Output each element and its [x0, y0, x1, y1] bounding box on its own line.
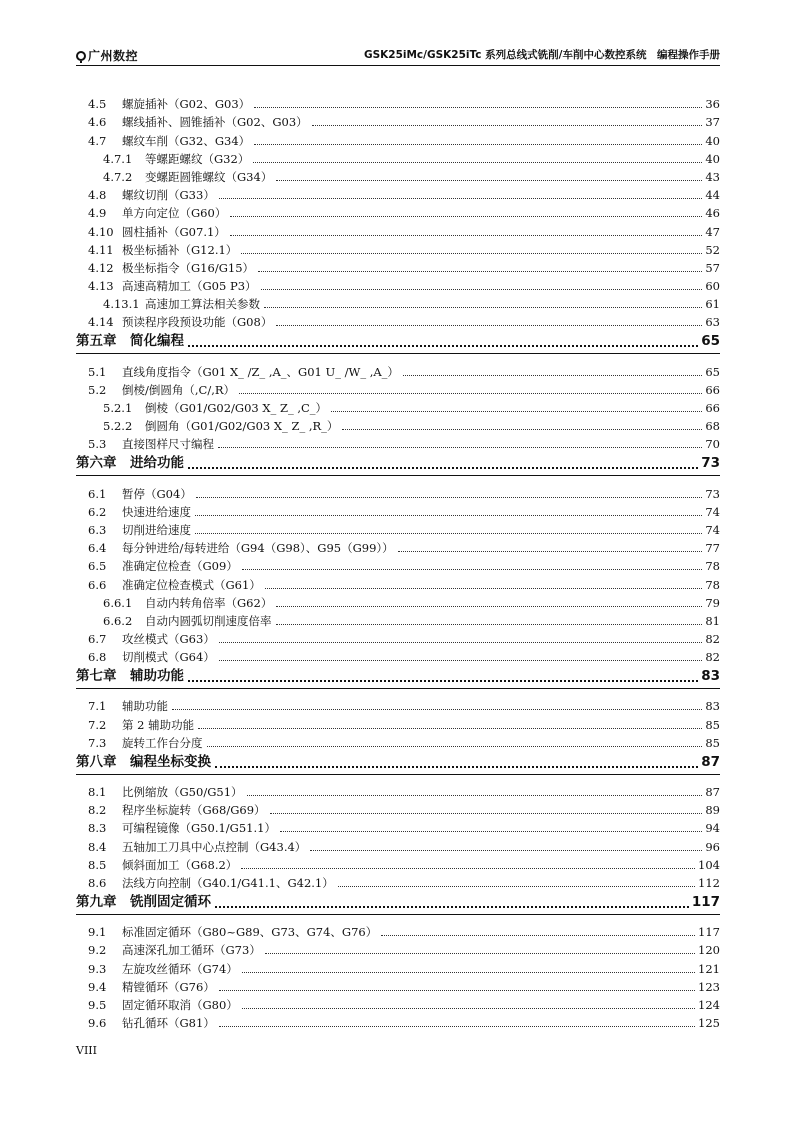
toc-section-entry[interactable]	[76, 695, 720, 713]
dot-leader	[241, 253, 702, 254]
toc-section-entry[interactable]	[76, 239, 720, 257]
toc-entry-title: 预读程序段预设功能（G08）	[122, 315, 273, 330]
toc-entry-number: 9.5	[88, 997, 107, 1012]
toc-page-number: 43	[705, 169, 720, 184]
dot-leader	[219, 1026, 695, 1027]
toc-entry-number: 8.2	[88, 803, 107, 818]
dot-leader	[342, 429, 702, 430]
toc-entry-number: 6.2	[88, 504, 107, 519]
toc-entry-title: 第 2 辅助功能	[122, 717, 195, 732]
toc-entry-title: 倒棱/倒圆角（,C/,R）	[122, 382, 236, 397]
toc-entry-number: 9.2	[88, 943, 107, 958]
toc-section-entry[interactable]	[76, 854, 720, 872]
toc-entry-number: 5.2	[88, 382, 107, 397]
manual-title: GSK25iMc/GSK25iTc 系列总线式铣削/车削中心数控系统 编程操作手册	[363, 49, 720, 61]
logo-text: 广州数控	[88, 49, 139, 63]
toc-chapter-title: 第九章 铣削固定循环	[76, 893, 211, 910]
toc-page-number: 47	[705, 224, 720, 239]
dot-leader	[188, 467, 698, 469]
toc-chapter-entry[interactable]	[76, 329, 720, 354]
dot-leader	[261, 289, 703, 290]
toc-entry-number: 4.6	[88, 115, 107, 130]
toc-page-number: 61	[705, 297, 720, 312]
toc-entry-number: 6.8	[88, 650, 107, 665]
toc-entry-number: 5.2.2	[103, 419, 133, 434]
dot-leader	[219, 990, 695, 991]
toc-section-entry[interactable]	[76, 311, 720, 329]
toc-entry-number: 7.2	[88, 717, 107, 732]
toc-entry-number: 5.3	[88, 437, 107, 452]
toc-entry-title: 每分钟进给/每转进给（G94（G98）、G95（G99））	[122, 541, 394, 556]
toc-section-entry[interactable]	[76, 573, 720, 591]
toc-chapter-title: 第六章 进给功能	[76, 455, 184, 472]
toc-entry-title: 螺旋插补（G02、G03）	[122, 97, 251, 112]
dot-leader	[276, 606, 702, 607]
company-logo	[76, 47, 138, 64]
toc-entry-number: 8.4	[88, 839, 107, 854]
toc-subsection-entry[interactable]	[76, 148, 720, 166]
toc-entry-title: 准确定位检查（G09）	[122, 559, 238, 574]
toc-section-entry[interactable]	[76, 537, 720, 555]
toc-section-entry[interactable]	[76, 111, 720, 129]
toc-entry-title: 暂停（G04）	[122, 486, 192, 501]
toc-entry-title: 螺线插补、圆锥插补（G02、G03）	[122, 115, 308, 130]
toc-page-number: 40	[705, 133, 720, 148]
toc-entry-number: 6.6.2	[103, 613, 133, 628]
toc-entry-title: 准确定位检查模式（G61）	[122, 577, 261, 592]
toc-page-number: 66	[705, 401, 720, 415]
toc-page-number: 104	[698, 857, 720, 872]
toc-section-entry[interactable]	[76, 184, 720, 202]
toc-section-entry[interactable]	[76, 994, 720, 1012]
toc-entry-number: 6.6	[88, 577, 107, 592]
toc-page-number: 94	[705, 821, 720, 836]
toc-page-number: 85	[705, 717, 720, 732]
toc-entry-number: 8.1	[88, 785, 107, 799]
toc-section-entry[interactable]	[76, 732, 720, 750]
toc-page-number: 83	[701, 668, 720, 685]
dot-leader	[188, 345, 698, 347]
toc-entry-title: 高速高精加工（G05 P3）	[122, 279, 257, 294]
dot-leader	[276, 325, 702, 326]
dot-leader	[196, 497, 703, 498]
toc-entry-number: 9.4	[88, 979, 107, 994]
table-of-contents	[76, 93, 720, 1030]
toc-subsection-entry[interactable]	[76, 166, 720, 184]
header-divider	[76, 65, 720, 66]
toc-section-entry[interactable]	[76, 939, 720, 957]
dot-leader	[265, 588, 703, 589]
dot-leader	[215, 906, 689, 908]
toc-entry-title: 固定循环取消（G80）	[122, 997, 238, 1012]
toc-entry-number: 5.1	[88, 364, 107, 379]
toc-section-entry[interactable]	[76, 817, 720, 835]
toc-entry-title: 自动内圆弧切削速度倍率	[145, 613, 272, 628]
toc-chapter-title: 第八章 编程坐标变换	[76, 753, 211, 770]
toc-entry-number: 8.3	[88, 821, 107, 836]
toc-page-number: 44	[705, 188, 720, 203]
toc-section-entry[interactable]	[76, 646, 720, 664]
toc-page-number: 37	[705, 115, 720, 130]
toc-entry-number: 4.10	[88, 224, 114, 239]
toc-entry-title: 精镗循环（G76）	[122, 979, 215, 994]
dot-leader	[241, 868, 695, 869]
toc-page-number: 63	[705, 315, 720, 330]
toc-entry-title: 可编程镜像（G50.1/G51.1）	[122, 821, 276, 836]
toc-page-number: 83	[705, 699, 720, 714]
dot-leader	[253, 162, 702, 163]
toc-section-entry[interactable]	[76, 501, 720, 519]
toc-section-entry[interactable]	[76, 799, 720, 817]
toc-entry-number: 8.6	[88, 875, 107, 890]
toc-entry-title: 倒圆角（G01/G02/G03 X_ Z_ ,R_）	[145, 419, 339, 434]
dot-leader	[172, 709, 702, 710]
toc-page-number: 65	[705, 364, 720, 379]
toc-entry-title: 五轴加工刀具中心点控制（G43.4）	[122, 839, 307, 854]
dot-leader	[239, 393, 702, 394]
dot-leader	[198, 728, 702, 729]
toc-entry-number: 6.3	[88, 522, 107, 537]
toc-section-entry[interactable]	[76, 482, 720, 500]
toc-page-number: 82	[705, 632, 720, 647]
toc-page-number: 124	[698, 997, 720, 1012]
gsk-logo-icon	[76, 51, 86, 61]
toc-entry-title: 切削模式（G64）	[122, 650, 215, 665]
dot-leader	[254, 144, 702, 145]
toc-page-number: 60	[705, 279, 720, 294]
toc-subsection-entry[interactable]	[76, 592, 720, 610]
toc-page-number: 78	[705, 559, 720, 574]
toc-section-entry[interactable]	[76, 957, 720, 975]
toc-entry-number: 9.3	[88, 961, 107, 976]
dot-leader	[207, 746, 703, 747]
toc-section-entry[interactable]	[76, 93, 720, 111]
dot-leader	[188, 680, 698, 682]
toc-page-number: 66	[705, 382, 720, 397]
toc-entry-title: 极坐标插补（G12.1）	[122, 242, 238, 257]
toc-entry-title: 极坐标指令（G16/G15）	[122, 260, 255, 275]
page-header	[76, 44, 720, 66]
dot-leader	[230, 216, 702, 217]
toc-entry-number: 7.1	[88, 699, 107, 714]
toc-section-entry[interactable]	[76, 433, 720, 451]
toc-entry-number: 9.1	[88, 925, 107, 940]
toc-entry-title: 等螺距螺纹（G32）	[145, 151, 250, 166]
toc-entry-title: 钻孔循环（G81）	[122, 1016, 215, 1031]
dot-leader	[230, 235, 703, 236]
toc-entry-title: 直线角度指令（G01 X_ /Z_ ,A_、G01 U_ /W_ ,A_）	[122, 364, 399, 379]
toc-page-number: 125	[698, 1016, 720, 1031]
toc-page-number: 73	[705, 486, 720, 501]
dot-leader	[218, 447, 702, 448]
toc-entry-title: 倾斜面加工（G68.2）	[122, 857, 238, 872]
toc-entry-number: 4.12	[88, 260, 114, 275]
toc-page-number: 96	[705, 839, 720, 854]
toc-chapter-title: 第七章 辅助功能	[76, 668, 184, 685]
toc-page-number: 77	[705, 541, 720, 556]
toc-subsection-entry[interactable]	[76, 293, 720, 311]
toc-entry-title: 法线方向控制（G40.1/G41.1、G42.1）	[122, 875, 334, 890]
toc-section-entry[interactable]	[76, 781, 720, 799]
dot-leader	[242, 1008, 695, 1009]
toc-entry-title: 高速深孔加工循环（G73）	[122, 943, 261, 958]
dot-leader	[264, 307, 702, 308]
dot-leader	[247, 795, 703, 796]
toc-entry-number: 4.9	[88, 206, 107, 221]
dot-leader	[195, 515, 702, 516]
toc-page-number: 81	[705, 613, 720, 628]
toc-page-number: 120	[698, 943, 720, 958]
dot-leader	[310, 850, 702, 851]
toc-page-number: 70	[705, 437, 720, 452]
toc-page-number: 57	[705, 260, 720, 275]
dot-leader	[219, 198, 703, 199]
dot-leader	[242, 569, 703, 570]
toc-page-number: 40	[705, 151, 720, 166]
toc-page-number: 82	[705, 650, 720, 665]
toc-entry-title: 圆柱插补（G07.1）	[122, 224, 226, 239]
toc-entry-number: 5.2.1	[103, 401, 133, 415]
dot-leader	[219, 660, 703, 661]
toc-entry-number: 6.6.1	[103, 595, 133, 610]
toc-section-entry[interactable]	[76, 555, 720, 573]
toc-entry-title: 比例缩放（G50/G51）	[122, 785, 243, 799]
toc-entry-number: 8.5	[88, 857, 107, 872]
toc-entry-title: 螺纹车削（G32、G34）	[122, 133, 251, 148]
toc-entry-number: 9.6	[88, 1016, 107, 1031]
toc-entry-title: 切削进给速度	[122, 522, 191, 537]
toc-section-entry[interactable]	[76, 360, 720, 378]
dot-leader	[195, 533, 702, 534]
toc-page-number: 117	[698, 925, 720, 940]
toc-section-entry[interactable]	[76, 921, 720, 939]
toc-chapter-entry[interactable]	[76, 890, 720, 915]
toc-entry-title: 变螺距圆锥螺纹（G34）	[145, 169, 273, 184]
toc-section-entry[interactable]	[76, 202, 720, 220]
dot-leader	[403, 375, 702, 376]
dot-leader	[331, 411, 702, 412]
toc-entry-title: 旋转工作台分度	[122, 735, 203, 750]
toc-page-number: 68	[705, 419, 720, 434]
toc-chapter-entry[interactable]	[76, 664, 720, 689]
dot-leader	[381, 935, 695, 936]
toc-page-number: 123	[698, 979, 720, 994]
toc-entry-number: 4.8	[88, 188, 107, 203]
toc-entry-title: 程序坐标旋转（G68/G69）	[122, 803, 266, 818]
toc-entry-title: 攻丝模式（G63）	[122, 632, 215, 647]
toc-page-number: 65	[701, 333, 720, 350]
dot-leader	[242, 972, 695, 973]
toc-entry-title: 螺纹切削（G33）	[122, 188, 215, 203]
toc-entry-title: 辅助功能	[122, 699, 168, 714]
toc-section-entry[interactable]	[76, 713, 720, 731]
toc-entry-title: 单方向定位（G60）	[122, 206, 227, 221]
toc-entry-number: 4.14	[88, 315, 114, 330]
toc-page-number: 52	[705, 242, 720, 257]
toc-entry-title: 倒棱（G01/G02/G03 X_ Z_ ,C_）	[145, 401, 328, 415]
page-number: VIII	[76, 1044, 97, 1057]
toc-page-number: 112	[698, 875, 720, 890]
toc-section-entry[interactable]	[76, 379, 720, 397]
toc-section-entry[interactable]	[76, 129, 720, 147]
toc-section-entry[interactable]	[76, 872, 720, 890]
toc-page-number: 74	[705, 504, 720, 519]
toc-page-number: 121	[698, 961, 720, 976]
dot-leader	[258, 271, 702, 272]
dot-leader	[276, 624, 703, 625]
toc-entry-number: 6.5	[88, 559, 107, 574]
toc-entry-title: 直接图样尺寸编程	[122, 437, 214, 452]
toc-chapter-entry[interactable]	[76, 451, 720, 476]
dot-leader	[312, 125, 703, 126]
toc-chapter-entry[interactable]	[76, 750, 720, 775]
toc-section-entry[interactable]	[76, 275, 720, 293]
toc-entry-number: 6.4	[88, 541, 107, 556]
toc-page-number: 79	[705, 595, 720, 610]
toc-section-entry[interactable]	[76, 835, 720, 853]
dot-leader	[265, 953, 695, 954]
toc-section-entry[interactable]	[76, 220, 720, 238]
toc-entry-title: 自动内转角倍率（G62）	[145, 595, 273, 610]
dot-leader	[276, 180, 702, 181]
toc-chapter-title: 第五章 简化编程	[76, 333, 184, 350]
toc-page-number: 78	[705, 577, 720, 592]
toc-section-entry[interactable]	[76, 628, 720, 646]
toc-entry-number: 7.3	[88, 735, 107, 750]
toc-entry-number: 4.7.2	[103, 169, 133, 184]
toc-entry-title: 标准固定循环（G80~G89、G73、G74、G76）	[122, 925, 378, 940]
toc-entry-number: 4.7	[88, 133, 107, 148]
toc-entry-number: 6.7	[88, 632, 107, 647]
toc-page-number: 36	[705, 97, 720, 112]
toc-subsection-entry[interactable]	[76, 397, 720, 415]
toc-page-number: 87	[701, 753, 720, 770]
toc-entry-title: 左旋攻丝循环（G74）	[122, 961, 238, 976]
toc-page-number: 46	[705, 206, 720, 221]
toc-entry-title: 高速加工算法相关参数	[145, 297, 260, 312]
toc-section-entry[interactable]	[76, 976, 720, 994]
toc-entry-number: 4.11	[88, 242, 114, 257]
toc-entry-number: 4.13.1	[103, 297, 140, 312]
toc-section-entry[interactable]	[76, 1012, 720, 1030]
dot-leader	[219, 642, 703, 643]
toc-section-entry[interactable]	[76, 257, 720, 275]
toc-section-entry[interactable]	[76, 519, 720, 537]
toc-page-number: 117	[691, 893, 720, 910]
dot-leader	[215, 766, 698, 768]
toc-subsection-entry[interactable]	[76, 415, 720, 433]
dot-leader	[338, 886, 695, 887]
dot-leader	[280, 831, 702, 832]
dot-leader	[398, 551, 703, 552]
toc-page-number: 85	[705, 735, 720, 750]
toc-page-number: 74	[705, 522, 720, 537]
toc-entry-number: 4.5	[88, 97, 107, 112]
toc-entry-number: 4.13	[88, 279, 114, 294]
toc-page-number: 89	[705, 803, 720, 818]
toc-page-number: 73	[701, 455, 720, 472]
dot-leader	[270, 813, 703, 814]
toc-entry-number: 4.7.1	[103, 151, 133, 166]
dot-leader	[254, 107, 702, 108]
toc-subsection-entry[interactable]	[76, 610, 720, 628]
toc-entry-number: 6.1	[88, 486, 107, 501]
toc-entry-title: 快速进给速度	[122, 504, 191, 519]
toc-page-number: 87	[705, 785, 720, 799]
